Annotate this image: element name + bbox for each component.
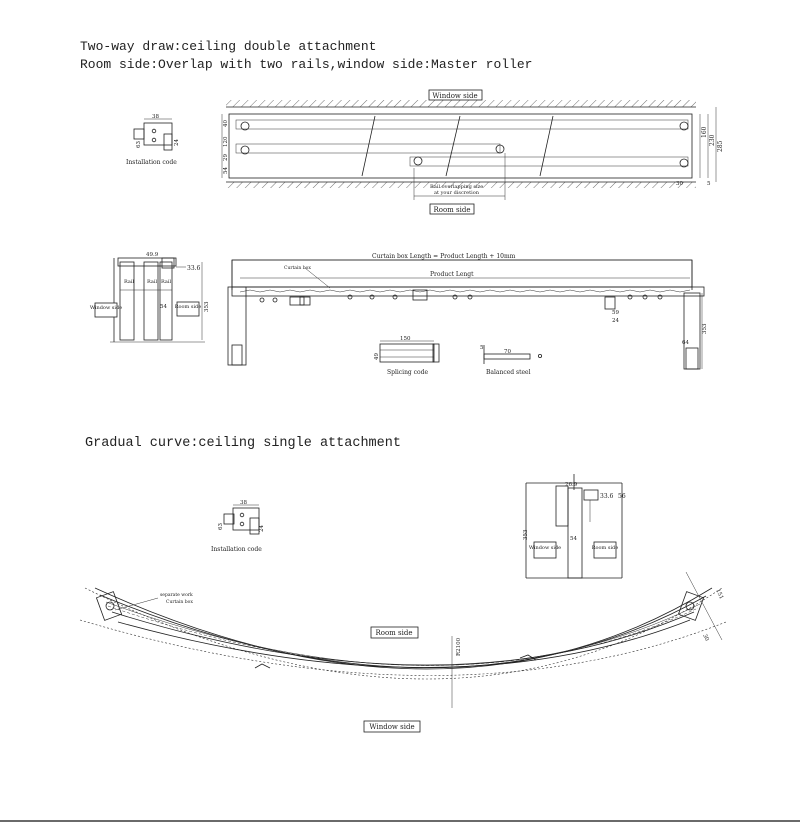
section1-title: Two-way draw:ceiling double attachment bbox=[80, 39, 377, 54]
steel-dim-70: 70 bbox=[504, 349, 511, 355]
installation-code-1 bbox=[126, 114, 180, 166]
elev-dim-353: 353 bbox=[702, 323, 708, 334]
curve-dim-30: 30 bbox=[701, 633, 710, 643]
curved-rail-view bbox=[80, 572, 726, 732]
overlap-note-1: Rail overlapping size bbox=[430, 184, 484, 190]
section-view-2 bbox=[523, 474, 626, 578]
installation-code-1-label: Installation code bbox=[126, 159, 177, 166]
ic1-dim-24: 24 bbox=[174, 139, 180, 146]
top-plan-view bbox=[222, 90, 724, 214]
sv2-room-side: Room side bbox=[591, 545, 619, 551]
sv1-window-side: Window side bbox=[89, 305, 123, 311]
window-side-label-top: Window side bbox=[432, 92, 478, 100]
ceiling-hatch-top bbox=[226, 100, 696, 107]
elevation-view bbox=[228, 253, 708, 369]
dim-left-29: 29 bbox=[223, 154, 229, 161]
sv1-dim-33-6: 33.6 bbox=[187, 265, 201, 272]
room-side-label-top: Room side bbox=[433, 206, 471, 214]
rail-box-outline bbox=[229, 114, 692, 178]
section-view-1 bbox=[90, 252, 210, 342]
dim-left-54: 54 bbox=[223, 167, 229, 174]
dim-5: 5 bbox=[707, 181, 711, 187]
product-length-dim: Product Lengt bbox=[430, 271, 474, 278]
overlap-note-2: at your discretion bbox=[434, 190, 479, 196]
elev-dim-59: 59 bbox=[612, 310, 619, 316]
sv2-window-side: Window side bbox=[528, 545, 562, 551]
section2-title: Gradual curve:ceiling single attachment bbox=[85, 436, 401, 451]
installation-code-2 bbox=[211, 500, 265, 553]
sv1-dim-353: 353 bbox=[204, 301, 210, 312]
ic2-dim-24: 24 bbox=[259, 525, 265, 532]
dim-30: 30 bbox=[676, 181, 683, 187]
sv1-room-side: Room side bbox=[174, 304, 202, 310]
balanced-steel bbox=[480, 345, 542, 376]
elev-dim-24: 24 bbox=[612, 318, 619, 324]
ic1-dim-63: 63 bbox=[136, 141, 142, 148]
rail-label-1: Rail bbox=[124, 279, 135, 285]
curve-dim-151: 151 bbox=[714, 588, 725, 601]
dim-left-120: 120 bbox=[223, 136, 229, 147]
separate-work-label: separate work bbox=[160, 593, 193, 598]
balanced-steel-label: Balanced steel bbox=[486, 369, 531, 376]
sv1-dim-49-9: 49.9 bbox=[146, 252, 159, 258]
curtain-box-length-dim: Curtain box Length = Product Length + 10mm bbox=[372, 253, 516, 260]
sv2-dim-54: 54 bbox=[570, 536, 577, 542]
elev-dim-64: 64 bbox=[682, 340, 689, 346]
splicing-code bbox=[374, 336, 439, 376]
curve-window-side: Window side bbox=[369, 723, 415, 731]
curtain-box-label: Curtain box bbox=[284, 266, 311, 271]
sv2-dim-353: 353 bbox=[523, 529, 529, 540]
section1-subtitle: Room side:Overlap with two rails,window side:Master roller bbox=[80, 57, 533, 72]
dim-285: 285 bbox=[717, 140, 724, 152]
ic2-dim-38: 38 bbox=[240, 500, 247, 506]
splice-dim-150: 150 bbox=[400, 336, 411, 342]
dim-160: 160 bbox=[701, 126, 708, 138]
sv2-dim-56: 56 bbox=[618, 493, 626, 500]
splicing-code-label: Splicing code bbox=[387, 369, 429, 376]
dim-left-40: 40 bbox=[223, 120, 229, 127]
rail-label-2: Rail bbox=[147, 279, 158, 285]
installation-code-2-label: Installation code bbox=[211, 546, 262, 553]
ic2-dim-63: 63 bbox=[218, 523, 224, 530]
sv2-dim-33-6: 33.6 bbox=[600, 493, 614, 500]
ic1-dim-38: 38 bbox=[152, 114, 159, 120]
sv1-dim-54: 54 bbox=[160, 304, 167, 310]
sv2-dim-26-9: 26.9 bbox=[565, 482, 578, 488]
curve-room-side: Room side bbox=[375, 629, 413, 637]
splice-dim-49: 49 bbox=[374, 353, 380, 360]
curve-curtain-box-label: Curtain box bbox=[166, 600, 193, 605]
dim-230: 230 bbox=[709, 134, 716, 146]
rail-label-3: Rail bbox=[161, 279, 172, 285]
curve-radius: R2100 bbox=[456, 637, 462, 656]
steel-dim-5: 5 bbox=[480, 345, 484, 351]
